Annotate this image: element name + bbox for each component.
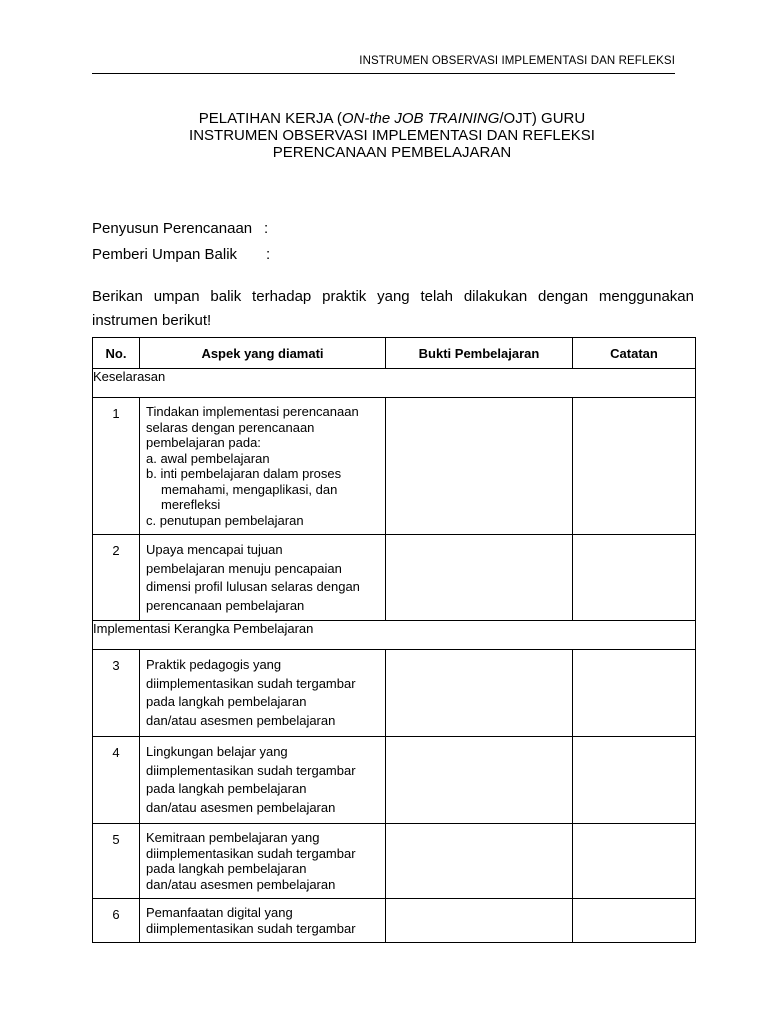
table-header-row — [93, 338, 696, 369]
aspect-line: memahami, mengaplikasi, dan — [161, 481, 338, 497]
row-number: 6 — [93, 899, 140, 943]
aspect-line: a. awal pembelajaran — [146, 450, 270, 466]
row-number: 1 — [93, 398, 140, 535]
bukti-cell[interactable] — [386, 650, 573, 737]
aspect-line: pembelajaran pada: — [146, 435, 261, 450]
section-row-implementasi — [93, 621, 696, 650]
aspect-cell — [140, 824, 386, 899]
section-title: Implementasi Kerangka Pembelajaran — [93, 621, 696, 650]
aspect-line: diimplementasikan sudah tergambar — [146, 845, 356, 861]
aspect-line: c. penutupan pembelajaran — [146, 512, 304, 528]
row-number: 2 — [93, 535, 140, 621]
aspect-cell — [140, 899, 386, 943]
catatan-cell[interactable] — [573, 650, 696, 737]
bukti-cell[interactable] — [386, 398, 573, 535]
aspect-line: dan/atau asesmen pembelajaran — [146, 876, 336, 892]
aspect-cell — [140, 398, 386, 535]
title-line-1-post: /OJT) GURU — [499, 110, 586, 127]
bukti-cell[interactable] — [386, 899, 573, 943]
aspect-line: Upaya mencapai tujuan — [146, 542, 283, 557]
title-line-1-pre: PELATIHAN KERJA ( — [198, 110, 342, 127]
aspect-line: dan/atau asesmen pembelajaran — [146, 799, 336, 815]
aspect-cell — [140, 737, 386, 824]
catatan-cell[interactable] — [573, 737, 696, 824]
pemberi-field — [92, 246, 271, 263]
running-header-title: INSTRUMEN OBSERVASI IMPLEMENTASI DAN REFLEKSI — [359, 55, 675, 67]
title-line-2: INSTRUMEN OBSERVASI IMPLEMENTASI DAN REFLEKSI — [189, 127, 595, 144]
aspect-line: merefleksi — [161, 497, 221, 512]
title-line-1 — [92, 110, 692, 127]
bukti-cell[interactable] — [386, 824, 573, 899]
header-aspek: Aspek yang diamati — [140, 338, 386, 369]
penyusun-field — [92, 220, 269, 237]
catatan-cell[interactable] — [573, 899, 696, 943]
table-row — [93, 824, 696, 899]
penyusun-colon: : — [264, 220, 269, 237]
running-header — [92, 55, 675, 74]
aspect-line: perencanaan pembelajaran — [146, 597, 305, 613]
aspect-line: b. inti pembelajaran dalam proses — [146, 466, 342, 481]
section-title: Keselarasan — [93, 369, 696, 398]
table-row — [93, 535, 696, 621]
title-line-3: PERENCANAAN PEMBELAJARAN — [272, 144, 512, 161]
header-no: No. — [93, 338, 140, 369]
aspect-line: Praktik pedagogis yang — [146, 657, 282, 672]
aspect-line: dan/atau asesmen pembelajaran — [146, 712, 336, 728]
observation-table — [92, 337, 696, 943]
section-row-keselarasan — [93, 369, 696, 398]
instruction-text: Berikan umpan balik terhadap praktik yang telah dilakukan dengan menggunakan instrumen berikut! — [92, 288, 694, 329]
aspect-line: pembelajaran menuju pencapaian — [146, 560, 342, 576]
aspect-cell — [140, 535, 386, 621]
pemberi-label: Pemberi Umpan Balik — [92, 246, 238, 263]
aspect-line: Kemitraan pembelajaran yang — [146, 830, 320, 845]
header-catatan: Catatan — [573, 338, 696, 369]
aspect-line: diimplementasikan sudah tergambar — [146, 920, 356, 936]
aspect-cell — [140, 650, 386, 737]
table-row — [93, 899, 696, 943]
row-number: 5 — [93, 824, 140, 899]
aspect-line: dimensi profil lulusan selaras dengan — [146, 579, 360, 594]
aspect-line: diimplementasikan sudah tergambar — [146, 762, 356, 778]
penyusun-label: Penyusun Perencanaan — [92, 220, 253, 237]
row-number: 4 — [93, 737, 140, 824]
catatan-cell[interactable] — [573, 398, 696, 535]
catatan-cell[interactable] — [573, 535, 696, 621]
bukti-cell[interactable] — [386, 535, 573, 621]
aspect-line: pada langkah pembelajaran — [146, 861, 307, 876]
row-number: 3 — [93, 650, 140, 737]
table-row — [93, 398, 696, 535]
aspect-line: diimplementasikan sudah tergambar — [146, 675, 356, 691]
pemberi-colon: : — [266, 246, 271, 263]
bukti-cell[interactable] — [386, 737, 573, 824]
table-row — [93, 650, 696, 737]
aspect-line: Tindakan implementasi perencanaan — [146, 404, 359, 419]
header-bukti: Bukti Pembelajaran — [386, 338, 573, 369]
aspect-line: selaras dengan perencanaan — [146, 419, 315, 435]
aspect-line: Pemanfaatan digital yang — [146, 905, 293, 920]
aspect-line: pada langkah pembelajaran — [146, 694, 307, 709]
catatan-cell[interactable] — [573, 824, 696, 899]
aspect-line: Lingkungan belajar yang — [146, 744, 288, 759]
document-title — [92, 110, 692, 161]
title-line-1-italic: ON-the JOB TRAINING — [341, 110, 500, 127]
table-row — [93, 737, 696, 824]
aspect-line: pada langkah pembelajaran — [146, 781, 307, 796]
